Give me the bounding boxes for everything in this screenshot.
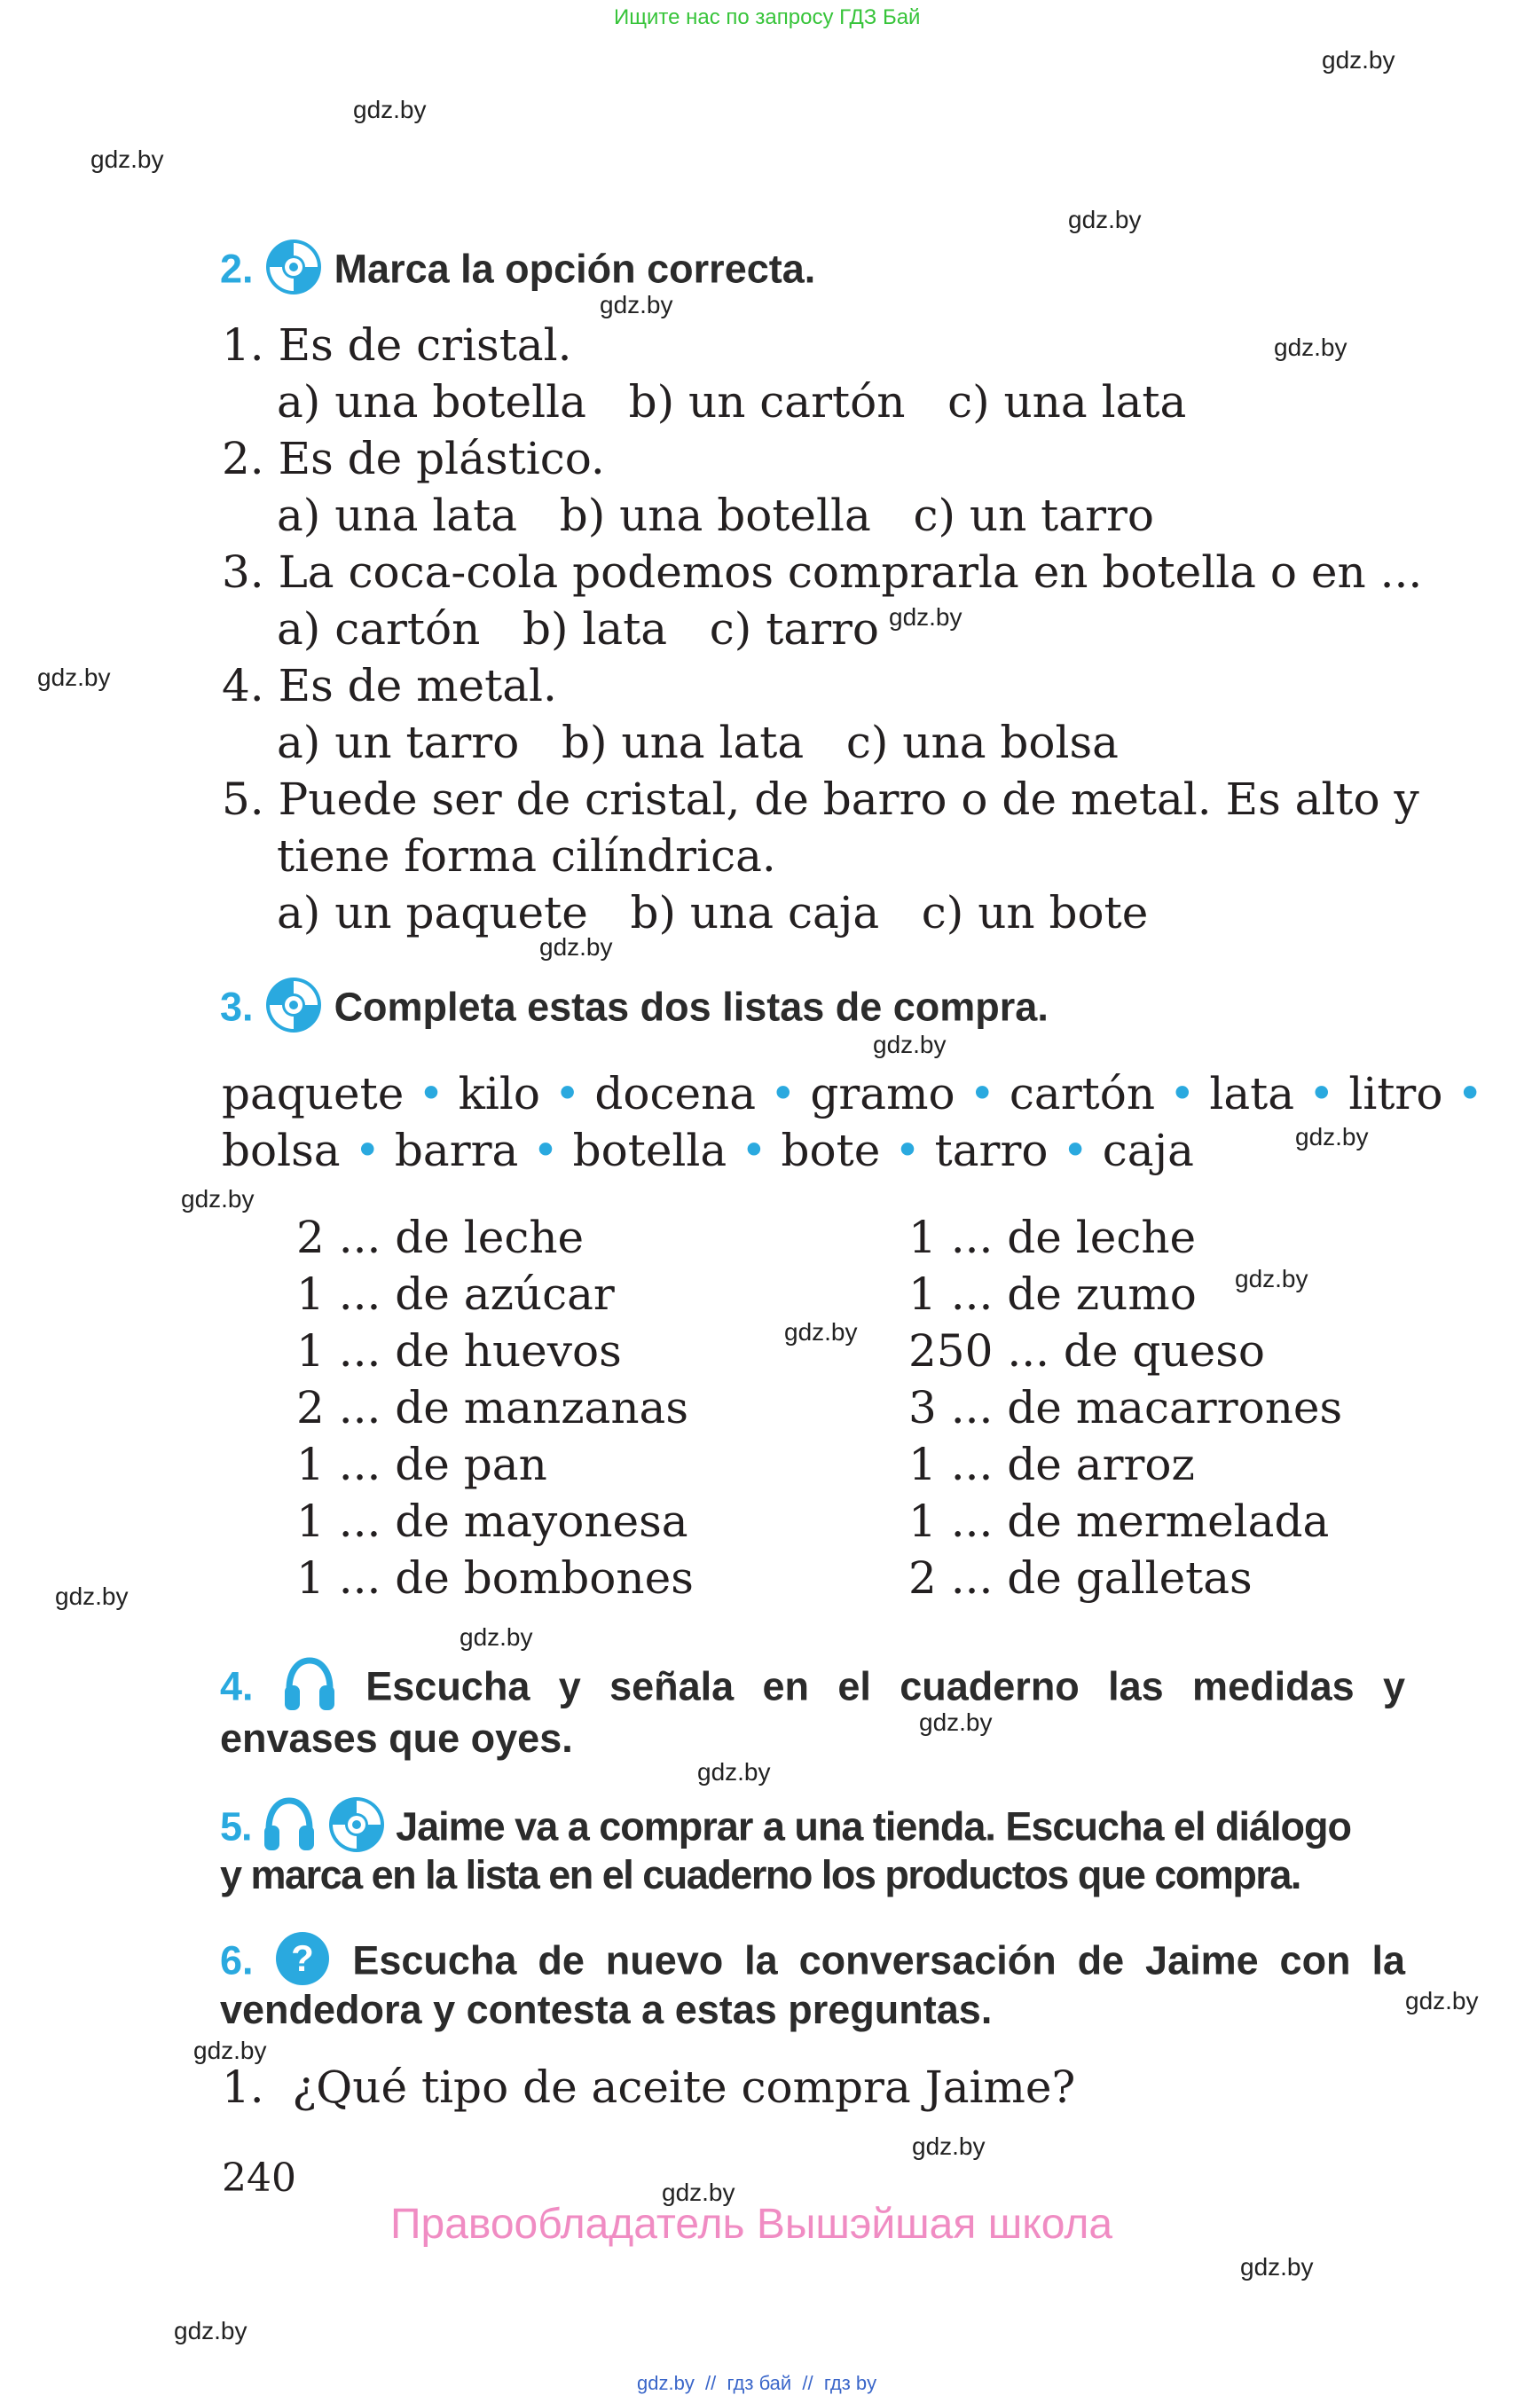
exercise-5-number: 5. [220, 1803, 252, 1849]
exercise-6-text: Escucha de nuevo la conversación de Jaime con la [352, 1937, 1405, 1983]
watermark: gdz.by [912, 2132, 986, 2160]
watermark: gdz.by [919, 1708, 993, 1736]
watermark: gdz.by [1405, 1987, 1479, 2014]
exercise-5-line-2: y marca en la lista en el cuaderno los productos que compra. [220, 1852, 1300, 1897]
word: gramo [810, 1068, 955, 1119]
watermark: gdz.by [1235, 1265, 1308, 1292]
word-bank-line-2: bolsa • barra • botella • bote • tarro • caja [222, 1125, 1194, 1176]
word: bote [781, 1125, 881, 1176]
list-left-item: 1 ... de huevos [296, 1325, 622, 1377]
watermark: gdz.by [697, 1758, 771, 1786]
watermark: gdz.by [174, 2317, 248, 2344]
exercise-3-title: Completa estas dos listas de compra. [334, 984, 1049, 1030]
svg-text:?: ? [291, 1937, 315, 1979]
page-number: 240 [222, 2156, 296, 2201]
word: cartón [1009, 1068, 1156, 1119]
exercise-6-line-2: vendedora y contesta a estas preguntas. [220, 1987, 993, 2032]
cd-icon [264, 238, 323, 306]
list-left-item: 1 ... de mayonesa [296, 1496, 688, 1547]
watermark: gdz.by [889, 603, 962, 631]
exercise-2-number: 2. [220, 246, 254, 292]
word: kilo [458, 1068, 541, 1119]
ex2-question-4: 4. Es de metal. [222, 660, 557, 711]
ex2-options-3: a) cartón b) lata c) tarro [277, 603, 880, 655]
watermark: gdz.by [1240, 2253, 1314, 2281]
ex2-question-1: 1. Es de cristal. [222, 319, 572, 371]
cd-icon [264, 976, 323, 1044]
ex2-question-5: 5. Puede ser de cristal, de barro o de metal. Es alto y [222, 774, 1419, 825]
list-right-item: 3 ... de macarrones [908, 1382, 1343, 1433]
watermark: gdz.by [1322, 46, 1395, 74]
word: paquete [222, 1068, 405, 1119]
exercise-2-title: Marca la opción correcta. [334, 246, 816, 292]
watermark: gdz.by [662, 2179, 735, 2206]
watermark: gdz.by [460, 1623, 533, 1651]
watermark: gdz.by [353, 96, 427, 123]
watermark: gdz.by [90, 145, 164, 173]
list-right-item: 1 ... de zumo [908, 1268, 1197, 1320]
watermark: gdz.by [539, 933, 613, 961]
copyright-notice: Правообладатель Вышэйшая школа [390, 2201, 1113, 2248]
list-left-item: 1 ... de bombones [296, 1552, 694, 1604]
list-left-item: 1 ... de azúcar [296, 1268, 615, 1320]
ex2-options-2: a) una lata b) una botella c) un tarro [277, 490, 1154, 541]
exercise-3-heading [220, 976, 1049, 1044]
word: caja [1102, 1125, 1194, 1176]
word: tarro [934, 1125, 1049, 1176]
watermark: gdz.by [55, 1582, 129, 1610]
ex2-question-5-cont: tiene forma cilíndrica. [277, 830, 776, 882]
watermark: gdz.by [1295, 1123, 1369, 1150]
exercise-6-number: 6. [220, 1937, 254, 1983]
word: docena [594, 1068, 757, 1119]
headphones-icon [282, 1655, 337, 1724]
ex2-options-4: a) un tarro b) una lata c) una bolsa [277, 717, 1119, 768]
ex2-options-1: a) una botella b) un cartón c) una lata [277, 376, 1187, 428]
word: botella [572, 1125, 727, 1176]
watermark: gdz.by [784, 1318, 858, 1346]
exercise-4-number: 4. [220, 1663, 254, 1709]
watermark: gdz.by [193, 2037, 267, 2064]
exercise-3-number: 3. [220, 984, 254, 1030]
ex2-options-5: a) un paquete b) una caja c) un bote [277, 887, 1149, 938]
list-right-item: 2 ... de galletas [908, 1552, 1253, 1604]
watermark: gdz.by [1274, 334, 1348, 361]
watermark: gdz.by [181, 1185, 255, 1213]
watermark: gdz.by [1068, 206, 1142, 233]
word-bank-line-1: paquete • kilo • docena • gramo • cartón • lata • litro • [222, 1068, 1483, 1119]
word: bolsa [222, 1125, 341, 1176]
word: lata [1209, 1068, 1295, 1119]
top-note[interactable]: Ищите нас по запросу ГДЗ Бай [614, 5, 921, 29]
watermark: gdz.by [37, 664, 111, 691]
exercise-2-heading [220, 238, 815, 306]
list-right-item: 1 ... de mermelada [908, 1496, 1330, 1547]
exercise-4-text: Escucha y señala en el cuaderno las medidas y [365, 1663, 1405, 1709]
list-left-item: 1 ... de pan [296, 1439, 547, 1490]
list-right-item: 1 ... de arroz [908, 1439, 1195, 1490]
ex2-question-3: 3. La coca-cola podemos comprarla en botella o en ... [222, 546, 1423, 598]
exercise-4-line-2: envases que oyes. [220, 1716, 573, 1761]
footer-links[interactable]: gdz.by // гдз бай // гдз by [637, 2372, 877, 2394]
exercise-4-line-1 [220, 1655, 1405, 1724]
watermark: gdz.by [873, 1031, 947, 1058]
list-left-item: 2 ... de manzanas [296, 1382, 689, 1433]
watermark: gdz.by [600, 291, 673, 318]
list-right-item: 1 ... de leche [908, 1212, 1197, 1263]
ex2-question-2: 2. Es de plástico. [222, 433, 605, 484]
word: litro [1348, 1068, 1443, 1119]
exercise-5-text: Jaime va a comprar a una tienda. Escucha el diálogo [396, 1803, 1352, 1849]
list-right-item: 250 ... de queso [908, 1325, 1265, 1377]
word: barra [394, 1125, 519, 1176]
list-left-item: 2 ... de leche [296, 1212, 585, 1263]
ex6-question-1: 1. ¿Qué tipo de aceite compra Jaime? [222, 2061, 1076, 2113]
